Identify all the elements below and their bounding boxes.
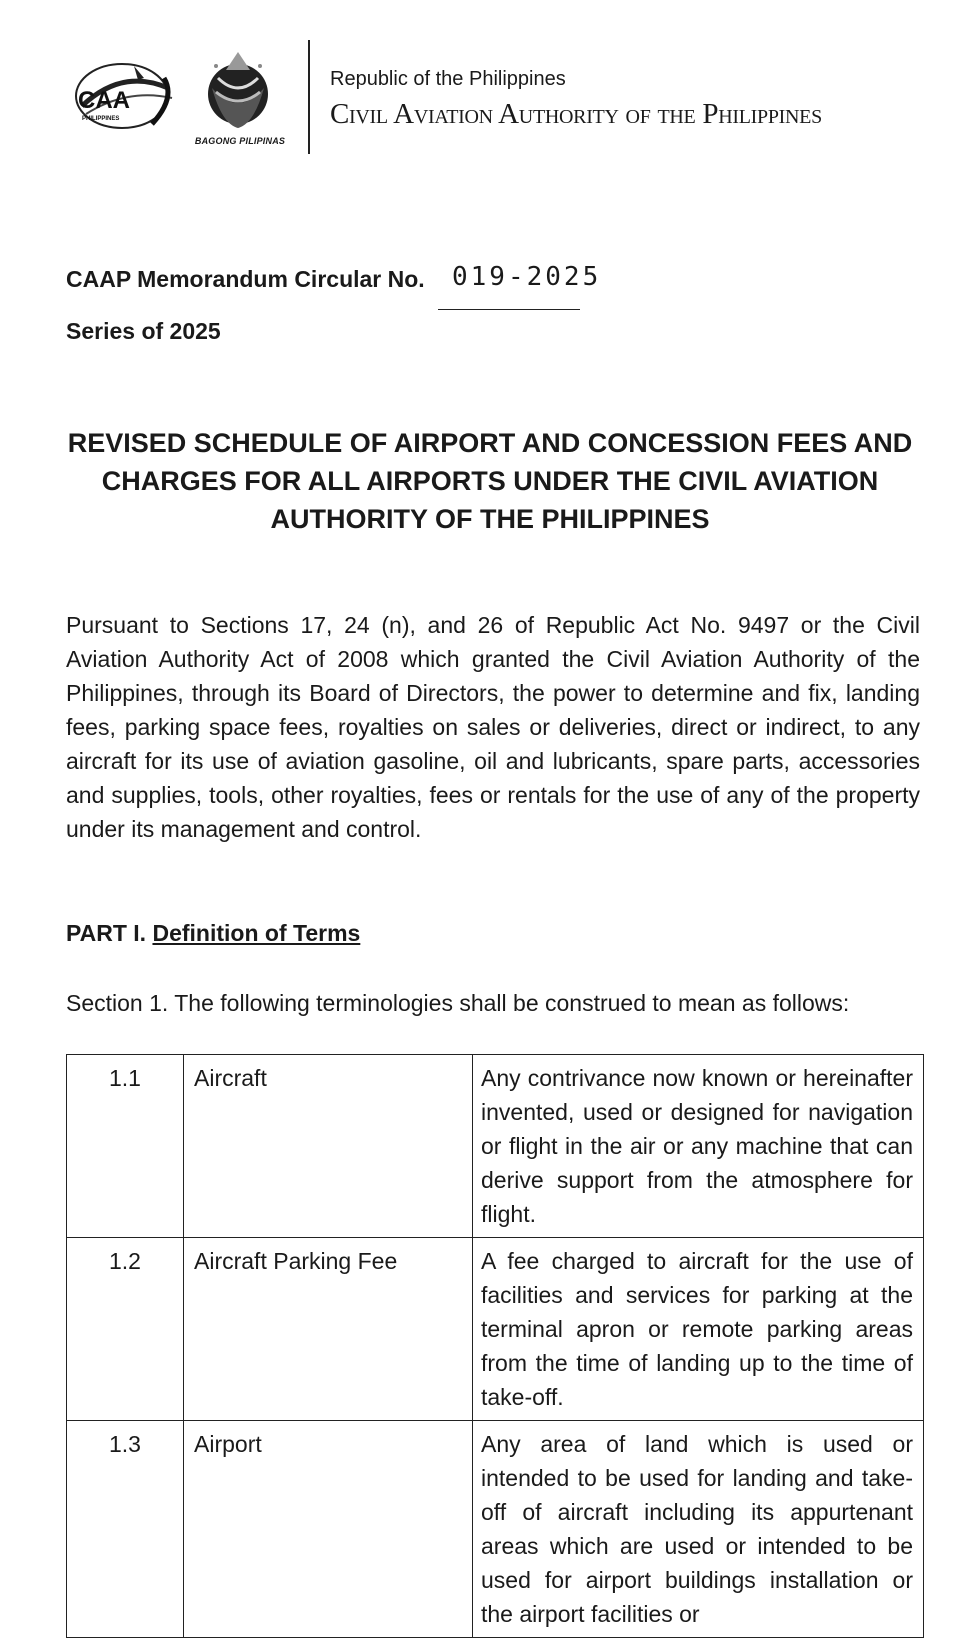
authority-name: Civil Aviation Authority of the Philippines xyxy=(330,98,822,130)
header-divider xyxy=(308,40,310,154)
term-number: 1.3 xyxy=(67,1421,184,1638)
term-definition: A fee charged to aircraft for the use of facilities and services for parking at the terminal apron or remote parking areas from the time of landing up to the time of take-off. xyxy=(473,1238,924,1421)
title-line-1: REVISED SCHEDULE OF AIRPORT AND CONCESSION FEES AND xyxy=(67,428,913,458)
section-1-text: Section 1. The following terminologies shall be construed to mean as follows: xyxy=(66,990,850,1016)
bagong-pilipinas-text: BAGONG PILIPINAS xyxy=(194,136,286,146)
term-name: Aircraft xyxy=(184,1055,473,1238)
intro-paragraph: Pursuant to Sections 17, 24 (n), and 26 of Republic Act No. 9497 or the Civil Aviation Authority Act of 2008 which granted the Civil Aviation Authority of the Philippines, through its Board of Directors, the power to determine and fix, landing fees, parking space fees, royalties on sales or deliveries, direct or indirect, to any aircraft for its use of aviation gasoline, oil and lubricants, spare parts, accessories and supplies, tools, other royalties, fees or rentals for the use of any of the property under its management and control. xyxy=(66,612,920,842)
table-row xyxy=(67,1055,924,1238)
term-number: 1.2 xyxy=(67,1238,184,1421)
term-number: 1.1 xyxy=(67,1055,184,1238)
term-name: Airport xyxy=(184,1421,473,1638)
title-line-3: AUTHORITY OF THE PHILIPPINES xyxy=(270,504,710,534)
circular-number: 019-2025 xyxy=(452,262,602,292)
title-line-2: CHARGES FOR ALL AIRPORTS UNDER THE CIVIL AVIATION xyxy=(101,466,879,496)
svg-text:PHILIPPINES: PHILIPPINES xyxy=(82,116,120,122)
term-name: Aircraft Parking Fee xyxy=(184,1238,473,1421)
svg-text:CAA: CAA xyxy=(78,87,130,114)
table-row xyxy=(67,1421,924,1638)
document-title xyxy=(60,424,920,538)
circular-label: CAAP Memorandum Circular No. xyxy=(66,266,425,292)
definitions-table xyxy=(66,1054,924,1638)
circular-number-underline xyxy=(438,309,580,310)
part-label: PART I. xyxy=(66,920,147,946)
part-title: Definition of Terms xyxy=(152,920,361,946)
caap-logo xyxy=(72,58,176,134)
part-heading xyxy=(66,920,360,947)
table-row xyxy=(67,1238,924,1421)
term-definition: Any contrivance now known or hereinafter invented, used or designed for navigation or flight in the air or any machine that can derive support from the atmosphere for flight. xyxy=(473,1055,924,1238)
series-label: Series of 2025 xyxy=(66,318,221,344)
term-definition: Any area of land which is used or intended to be used for landing and take-off of aircraft including its appurtenant areas which are used or intended to be used for airport buildings installation or the airport facilities or xyxy=(473,1421,924,1638)
letterhead xyxy=(72,40,932,160)
republic-line: Republic of the Philippines xyxy=(330,68,566,90)
